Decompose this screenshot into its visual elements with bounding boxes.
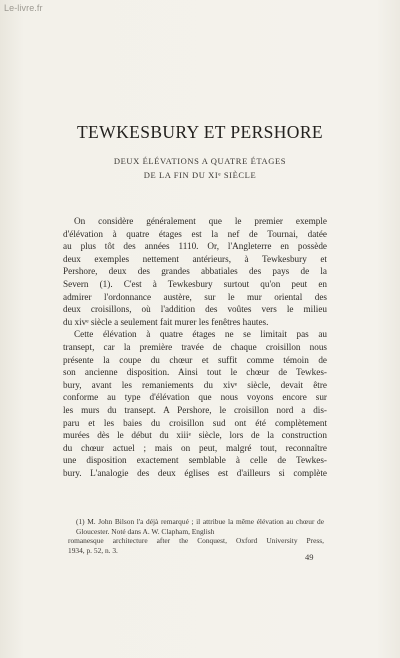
body-line: d'élévation à quatre étages est la nef de Tournai, datée <box>63 228 327 239</box>
body-line: Severn (1). C'est à Tewkesbury surtout qu'on peut en <box>63 278 327 289</box>
body-line: au plus tôt des années 1110. Or, l'Angleterre en possède <box>63 241 327 252</box>
footnote <box>68 517 324 555</box>
body-line: Pershore, deux des grandes abbatiales des pays de la <box>63 266 327 277</box>
article-title: TEWKESBURY ET PERSHORE <box>76 122 324 142</box>
watermark: Le-livre.fr <box>4 3 43 13</box>
body-line: du chœur actuel ; mais on peut, malgré tout, reconnaître <box>63 442 327 453</box>
body-line: transept, car la première travée de chaque croisillon nous <box>63 341 327 352</box>
body-line: Cette élévation à quatre étages ne se limitait pas au <box>74 329 327 340</box>
footnote-line: 1934, p. 52, n. 3. <box>68 545 118 555</box>
page-number: 49 <box>305 552 314 562</box>
article-subtitle-line-2: DE LA FIN DU XIᵉ SIÈCLE <box>143 170 257 180</box>
body-line: admirer l'ordonnance austère, sur le mur oriental des <box>63 291 327 302</box>
body-line: On considère généralement que le premier exemple <box>74 216 327 226</box>
body-line: bury, avant les remaniements du xivᵉ siècle, devait être <box>63 379 327 390</box>
body-line: du xivᵉ siècle a seulement fait murer les fenêtres hautes. <box>63 316 269 327</box>
article-subtitle-line-1: DEUX ÉLÉVATIONS A QUATRE ÉTAGES <box>113 156 287 166</box>
body-line: bury. L'analogie des deux églises est d'ailleurs si complète <box>63 467 327 478</box>
body-line: deux exemples nettement antérieurs, à Tewkesbury et <box>63 253 327 264</box>
body-line: paru et les baies du croisillon sud ont été complètement <box>63 417 327 428</box>
body-line: deux croisillons, où l'addition des voûtes vers le milieu <box>63 304 327 315</box>
footnote-line: romanesque architecture after the Conquest, Oxford University Press, <box>68 536 324 546</box>
body-line: présente la coupe du chœur et suffit comme témoin de <box>63 354 327 365</box>
footnote-line: (1) M. John Bilson l'a déjà remarqué ; il attribue la même élévation au chœur de Gloucester. Noté dans A. W. Clapham, English <box>76 517 324 536</box>
body-line: son ancienne disposition. Ainsi tout le chœur de Tewkes- <box>63 367 327 378</box>
body-line: conforme au type d'élévation que nous voyons encore sur <box>63 392 327 403</box>
body-line: une disposition exactement semblable à celle de Tewkes- <box>63 455 327 466</box>
body-line: les murs du transept. A Pershore, le croisillon nord a dis- <box>63 404 327 415</box>
body-line: murées dès le début du xiiiᵉ siècle, lors de la construction <box>63 430 327 441</box>
body-text <box>63 215 327 479</box>
